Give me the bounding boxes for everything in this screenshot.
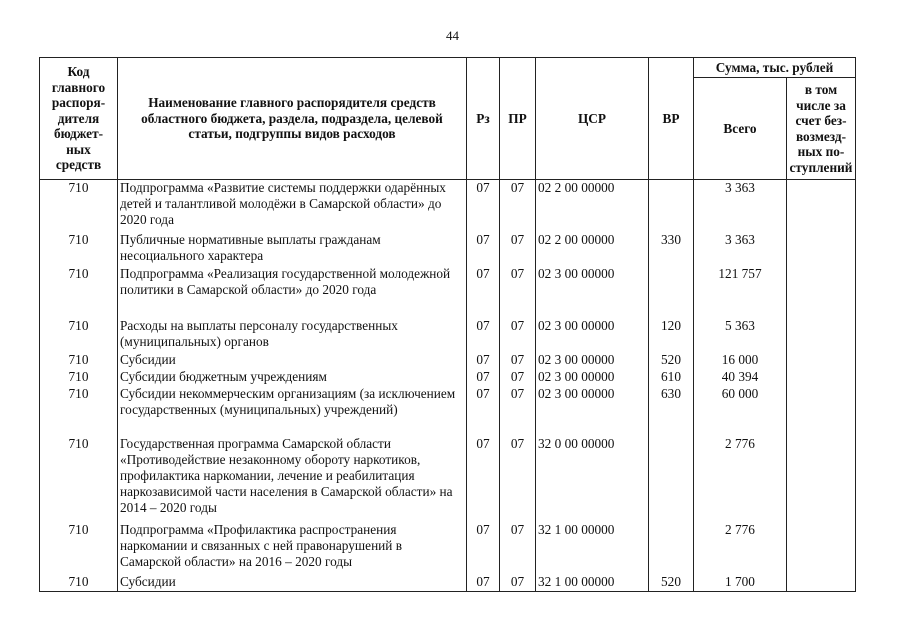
cell-vr: 120	[649, 318, 694, 352]
cell-code: 710	[40, 352, 118, 369]
cell-code: 710	[40, 266, 118, 318]
cell-csr: 02 3 00 00000	[536, 369, 649, 386]
cell-code: 710	[40, 386, 118, 436]
table-row	[40, 352, 856, 369]
table-row	[40, 436, 856, 522]
cell-vr	[649, 436, 694, 522]
table-row	[40, 266, 856, 318]
cell-name: Подпрограмма «Профилактика распространения наркомании и связанных с ней правонарушений в Самарской области» на 2016 – 2020 годы	[118, 522, 467, 574]
cell-rz: 07	[467, 266, 500, 318]
cell-code: 710	[40, 232, 118, 266]
cell-total: 3 363	[694, 232, 787, 266]
cell-pr: 07	[500, 574, 536, 592]
cell-rz: 07	[467, 352, 500, 369]
cell-csr: 02 3 00 00000	[536, 386, 649, 436]
cell-name: Подпрограмма «Реализация государственной молодежной политики в Самарской области» до 2020 года	[118, 266, 467, 318]
cell-pr: 07	[500, 232, 536, 266]
cell-total: 5 363	[694, 318, 787, 352]
table-body	[40, 180, 856, 592]
header-vr: ВР	[649, 58, 694, 180]
table-row	[40, 232, 856, 266]
cell-csr: 02 2 00 00000	[536, 232, 649, 266]
cell-total: 60 000	[694, 386, 787, 436]
cell-name: Расходы на выплаты персоналу государственных (муниципальных) органов	[118, 318, 467, 352]
cell-csr: 32 1 00 00000	[536, 574, 649, 592]
cell-total: 16 000	[694, 352, 787, 369]
table-row	[40, 318, 856, 352]
cell-total: 121 757	[694, 266, 787, 318]
cell-csr: 02 3 00 00000	[536, 352, 649, 369]
cell-rz: 07	[467, 522, 500, 574]
header-total: Всего	[694, 78, 787, 180]
cell-free	[787, 318, 856, 352]
cell-free	[787, 266, 856, 318]
cell-vr: 610	[649, 369, 694, 386]
header-pr: ПР	[500, 58, 536, 180]
cell-csr: 02 3 00 00000	[536, 318, 649, 352]
cell-vr: 520	[649, 352, 694, 369]
cell-pr: 07	[500, 436, 536, 522]
cell-free	[787, 180, 856, 232]
cell-pr: 07	[500, 352, 536, 369]
header-code: Код главного распоря-дителя бюджет-ных средств	[40, 58, 118, 180]
cell-code: 710	[40, 318, 118, 352]
header-rz: Рз	[467, 58, 500, 180]
table-row	[40, 386, 856, 436]
cell-csr: 02 3 00 00000	[536, 266, 649, 318]
cell-name: Публичные нормативные выплаты гражданам несоциального характера	[118, 232, 467, 266]
cell-free	[787, 369, 856, 386]
cell-pr: 07	[500, 369, 536, 386]
cell-total: 3 363	[694, 180, 787, 232]
cell-rz: 07	[467, 386, 500, 436]
table-header	[40, 58, 856, 180]
cell-pr: 07	[500, 266, 536, 318]
cell-vr: 630	[649, 386, 694, 436]
cell-name: Государственная программа Самарской области «Противодействие незаконному обороту наркотиков, профилактика наркомании, лечение и реабилитация наркозависимой части населения в Самарской области» на 2014 – 2020 годы	[118, 436, 467, 522]
cell-code: 710	[40, 522, 118, 574]
cell-rz: 07	[467, 180, 500, 232]
cell-rz: 07	[467, 436, 500, 522]
cell-vr: 330	[649, 232, 694, 266]
cell-rz: 07	[467, 369, 500, 386]
header-sum: Сумма, тыс. рублей	[694, 58, 856, 78]
cell-csr: 02 2 00 00000	[536, 180, 649, 232]
budget-table	[39, 57, 856, 592]
cell-name: Субсидии бюджетным учреждениям	[118, 369, 467, 386]
cell-pr: 07	[500, 318, 536, 352]
table-row	[40, 180, 856, 232]
cell-free	[787, 522, 856, 574]
cell-name: Субсидии	[118, 352, 467, 369]
cell-pr: 07	[500, 522, 536, 574]
cell-vr	[649, 266, 694, 318]
cell-code: 710	[40, 436, 118, 522]
page-number: 44	[446, 28, 459, 43]
cell-free	[787, 574, 856, 592]
table-row	[40, 369, 856, 386]
cell-pr: 07	[500, 386, 536, 436]
cell-free	[787, 436, 856, 522]
cell-free	[787, 352, 856, 369]
cell-total: 1 700	[694, 574, 787, 592]
cell-code: 710	[40, 180, 118, 232]
table-row	[40, 574, 856, 592]
cell-code: 710	[40, 574, 118, 592]
cell-rz: 07	[467, 574, 500, 592]
cell-name: Субсидии	[118, 574, 467, 592]
cell-vr	[649, 522, 694, 574]
cell-total: 2 776	[694, 436, 787, 522]
cell-csr: 32 1 00 00000	[536, 522, 649, 574]
cell-free	[787, 386, 856, 436]
header-csr: ЦСР	[536, 58, 649, 180]
cell-vr	[649, 180, 694, 232]
header-name: Наименование главного распорядителя средств областного бюджета, раздела, подраздела, целевой статьи, подгруппы видов расходов	[118, 58, 467, 180]
header-free: в том числе за счет без-возмезд-ных по-ступлений	[787, 78, 856, 180]
cell-name: Подпрограмма «Развитие системы поддержки одарённых детей и талантливой молодёжи в Самарской области» до 2020 года	[118, 180, 467, 232]
cell-rz: 07	[467, 232, 500, 266]
cell-vr: 520	[649, 574, 694, 592]
cell-csr: 32 0 00 00000	[536, 436, 649, 522]
cell-rz: 07	[467, 318, 500, 352]
cell-total: 40 394	[694, 369, 787, 386]
cell-pr: 07	[500, 180, 536, 232]
table-row	[40, 522, 856, 574]
cell-name: Субсидии некоммерческим организациям (за исключением государственных (муниципальных) учреждений)	[118, 386, 467, 436]
cell-total: 2 776	[694, 522, 787, 574]
cell-code: 710	[40, 369, 118, 386]
cell-free	[787, 232, 856, 266]
